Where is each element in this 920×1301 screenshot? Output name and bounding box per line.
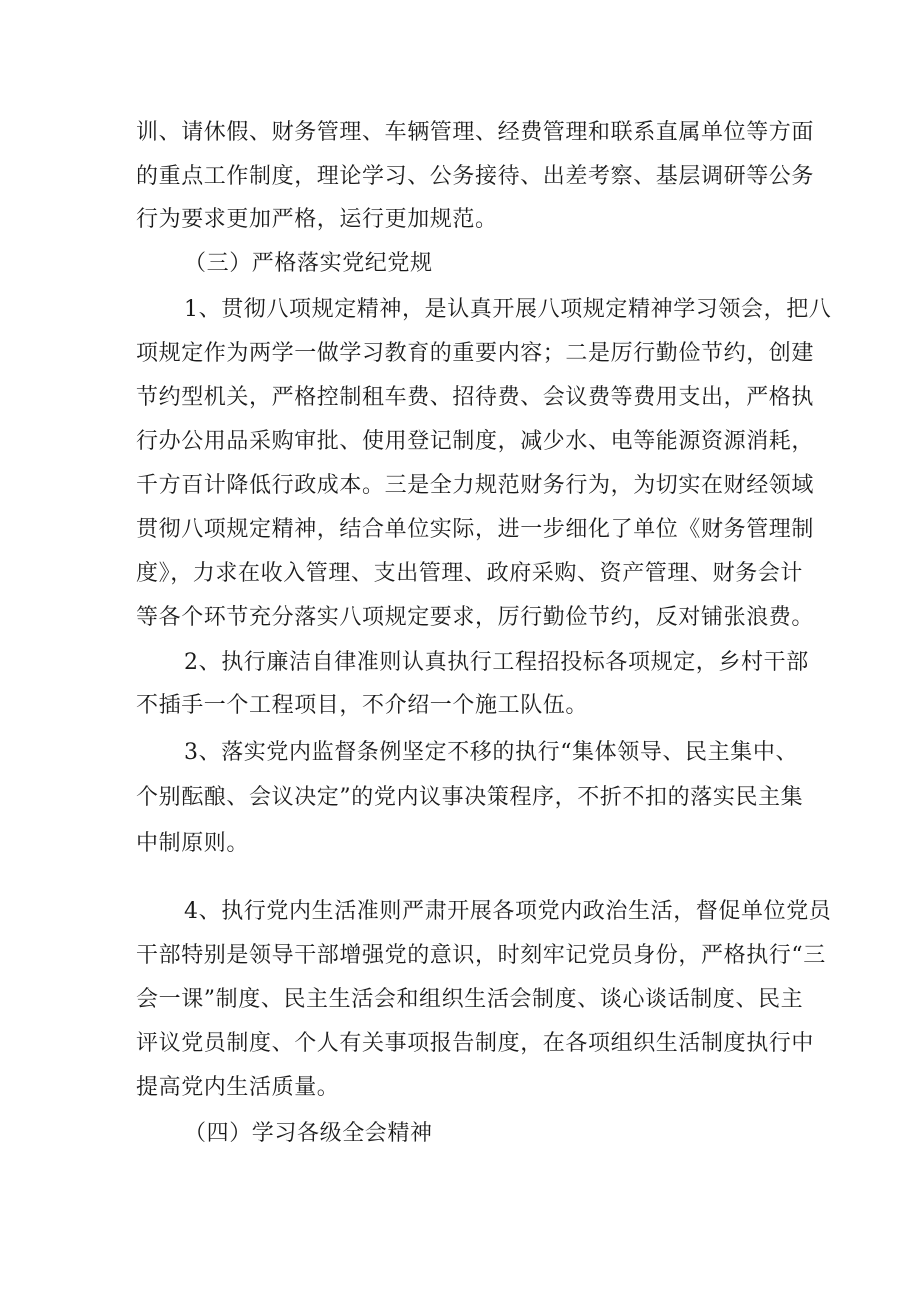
paragraph-line: 不插手一个工程项目，不介绍一个施工队伍。 <box>136 693 589 718</box>
paragraph-line: 会一课”制度、民主生活会和组织生活会制度、谈心谈话制度、民主 <box>136 987 804 1012</box>
paragraph-line: 1、贯彻八项规定精神，是认真开展八项规定精神学习领会，把八 <box>184 297 832 322</box>
paragraph-line: 行为要求更加严格，运行更加规范。 <box>136 207 498 232</box>
paragraph-line: 评议党员制度、个人有关事项报告制度，在各项组织生活制度执行中 <box>136 1031 815 1056</box>
paragraph-line: 中制原则。 <box>136 831 250 856</box>
paragraph-line: 的重点工作制度，理论学习、公务接待、出差考察、基层调研等公务 <box>136 164 815 189</box>
section-heading: （三）严格落实党纪党规 <box>184 251 433 276</box>
paragraph-line: 节约型机关，严格控制租车费、招待费、会议费等费用支出，严格执 <box>136 385 815 410</box>
paragraph-line: 个别酝酿、会议决定”的党内议事决策程序，不折不扣的落实民主集 <box>136 785 804 810</box>
paragraph-line: 3、落实党内监督条例坚定不移的执行“集体领导、民主集中、 <box>184 740 799 765</box>
paragraph-line: 贯彻八项规定精神，结合单位实际，进一步细化了单位《财务管理制 <box>136 517 815 542</box>
paragraph-line: 度》，力求在收入管理、支出管理、政府采购、资产管理、财务会计 <box>136 561 804 586</box>
paragraph-line: 行办公用品采购审批、使用登记制度，减少水、电等能源资源消耗， <box>136 429 815 454</box>
paragraph-line: 提高党内生活质量。 <box>136 1075 340 1100</box>
paragraph-line: 4、执行党内生活准则严肃开展各项党内政治生活，督促单位党员 <box>184 899 832 924</box>
paragraph-line: 2、执行廉洁自律准则认真执行工程招投标各项规定，乡村干部 <box>184 650 809 675</box>
paragraph-line: 项规定作为两学一做学习教育的重要内容；二是厉行勤俭节约，创建 <box>136 341 815 366</box>
paragraph-line: 干部特别是领导干部增强党的意识，时刻牢记党员身份，严格执行“三 <box>136 943 826 968</box>
paragraph-line: 千方百计降低行政成本。三是全力规范财务行为，为切实在财经领域 <box>136 473 815 498</box>
paragraph-line: 训、请休假、财务管理、车辆管理、经费管理和联系直属单位等方面 <box>136 120 815 145</box>
section-heading: （四）学习各级全会精神 <box>184 1121 433 1146</box>
paragraph-line: 等各个环节充分落实八项规定要求，厉行勤俭节约，反对铺张浪费。 <box>136 605 815 630</box>
